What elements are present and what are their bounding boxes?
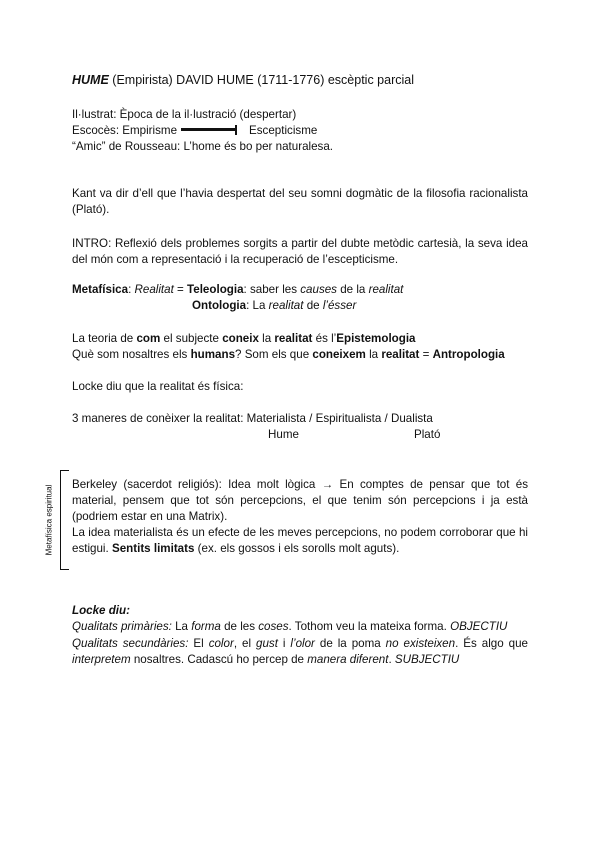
secundaries-manera: manera diferent	[307, 653, 389, 666]
causes-word: causes	[300, 283, 337, 296]
realitat-word-2: realitat	[368, 283, 404, 296]
primaries-objectiu: OBJECTIU	[450, 620, 508, 633]
primaries-t1: La	[171, 620, 192, 633]
side-bracket	[60, 470, 69, 570]
que-som-humans: humans	[190, 348, 236, 361]
que-som-realitat: realitat	[381, 348, 420, 361]
que-som-t3: la	[365, 348, 382, 361]
secundaries-paragraph	[72, 636, 528, 668]
onto-text2: de	[303, 299, 323, 312]
secundaries-t3: i	[277, 637, 291, 650]
realitat-word: Realitat	[134, 283, 174, 296]
berkeley-paragraph: Berkeley (sacerdot religiós): Idea molt lògica → En comptes de pensar que tot és material, pensem que tot són percepcions, el que tenim són percepcions i ja està (podriem estar en una Matrix).	[72, 478, 528, 523]
teoria-line	[72, 332, 416, 346]
secundaries-t6: nosaltres. Cadascú ho percep de	[130, 653, 308, 666]
realitat-word-3: realitat	[268, 299, 304, 312]
intro-paragraph: INTRO: Reflexió dels problemes sorgits a partir del dubte metòdic cartesià, la seva idea del món com a representació i la recuperació de l’escepticisme.	[72, 237, 528, 266]
secundaries-no-existeixen: no existeixen	[385, 637, 456, 650]
primaries-t2: de les	[220, 620, 259, 633]
escoces-right: Escepticisme	[249, 124, 318, 137]
que-som-t4: =	[419, 348, 433, 361]
que-som-line	[72, 348, 505, 362]
teoria-epistemologia: Epistemologia	[336, 332, 416, 345]
primaries-coses: coses	[258, 620, 289, 633]
secundaries-label: Qualitats secundàries:	[72, 637, 189, 650]
side-label: Metafísica espiritual	[44, 484, 54, 556]
idea-t1: La idea materialista és un efecte de les meves percepcions, no podem corroborar que hi estigui.	[72, 526, 528, 555]
que-som-t1: Què som nosaltres els	[72, 348, 191, 361]
locke-diu-text: Locke diu:	[72, 604, 130, 617]
primaries-label: Qualitats primàries:	[72, 620, 172, 633]
teoria-coneix: coneix	[222, 332, 259, 345]
teoria-realitat: realitat	[274, 332, 313, 345]
teleologia-word: Teleologia	[187, 283, 244, 296]
que-som-coneixem: coneixem	[312, 348, 366, 361]
escoces-left: Escocès: Empirisme	[72, 124, 178, 137]
ontologia-line	[192, 299, 356, 313]
secundaries-t2: , el	[233, 637, 256, 650]
secundaries-interpretem: interpretem	[72, 653, 131, 666]
idea-sentits: Sentits limitats	[111, 542, 195, 555]
amic-line: “Amic” de Rousseau: L’home és bo per naturalesa.	[72, 140, 334, 153]
primaries-t3: . Tothom veu la mateixa forma.	[288, 620, 451, 633]
teoria-t2: el subjecte	[160, 332, 223, 345]
secundaries-t1: El	[188, 637, 209, 650]
tele-text2: de la	[336, 283, 369, 296]
primaries-line	[72, 620, 507, 634]
metafisica-colon: :	[128, 283, 135, 296]
que-som-t2: ? Som els que	[235, 348, 313, 361]
secundaries-color: color	[208, 637, 234, 650]
escoces-line	[72, 124, 317, 138]
teoria-t3: la	[258, 332, 275, 345]
title-name: HUME	[72, 73, 109, 87]
locke-diu-heading	[72, 604, 130, 618]
kant-paragraph: Kant va dir d’ell que l’havia despertat del seu somni dogmàtic de la filosofia racionalista (Plató).	[72, 187, 528, 216]
teoria-com: com	[136, 332, 161, 345]
tele-text1: : saber les	[243, 283, 301, 296]
que-som-antropologia: Antropologia	[432, 348, 505, 361]
teoria-t4: és l’	[312, 332, 337, 345]
secundaries-t7: .	[388, 653, 395, 666]
title-rest: (Empirista) DAVID HUME (1711-1776) escèptic parcial	[108, 73, 415, 87]
metafisica-line	[72, 283, 403, 297]
maneres-hume: Hume	[268, 428, 299, 441]
page-title	[72, 73, 414, 87]
secundaries-gust: gust	[256, 637, 278, 650]
maneres-line: 3 maneres de conèixer la realitat: Materialista / Espiritualista / Dualista	[72, 412, 433, 425]
secundaries-subjectiu: SUBJECTIU	[394, 653, 460, 666]
secundaries-olor: l’olor	[290, 637, 315, 650]
esser-word: l’ésser	[322, 299, 357, 312]
locke-fisica-line: Locke diu que la realitat és física:	[72, 380, 244, 393]
idea-materialista-paragraph	[72, 525, 528, 557]
ontologia-word: Ontologia	[192, 299, 247, 312]
eq-sign: =	[173, 283, 188, 296]
metafisica-label: Metafísica	[72, 283, 129, 296]
secundaries-t4: de la poma	[314, 637, 386, 650]
primaries-forma: forma	[191, 620, 221, 633]
secundaries-t5: . És algo que	[455, 637, 528, 650]
maneres-plato: Plató	[414, 428, 441, 441]
teoria-t1: La teoria de	[72, 332, 137, 345]
arrow-icon	[181, 128, 237, 131]
illustrat-line: Il·lustrat: Època de la il·lustració (despertar)	[72, 108, 297, 121]
idea-t2: (ex. els gossos i els sorolls molt aguts).	[194, 542, 400, 555]
onto-text1: : La	[246, 299, 269, 312]
